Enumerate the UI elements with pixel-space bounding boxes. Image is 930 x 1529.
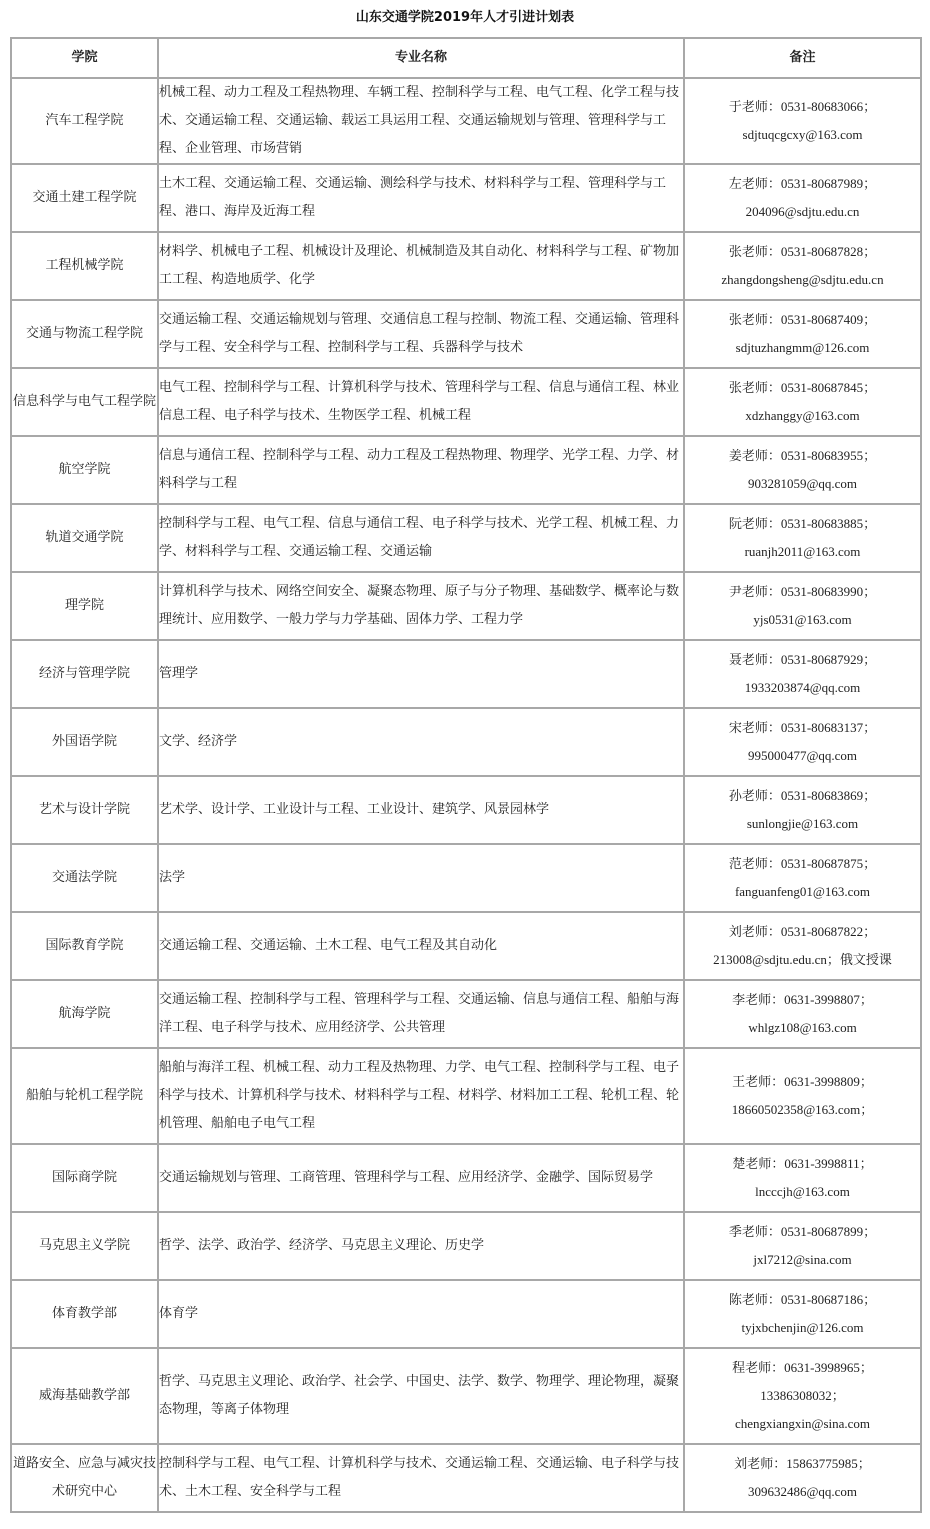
table-row xyxy=(11,572,921,640)
college-cell: 汽车工程学院 xyxy=(11,78,158,164)
contact-phone: 李老师：0631-3998807； xyxy=(732,992,873,1007)
contact-cell xyxy=(684,980,921,1048)
college-cell: 船舶与轮机工程学院 xyxy=(11,1048,158,1144)
table-header-row xyxy=(11,38,921,78)
contact-cell xyxy=(684,708,921,776)
majors-cell: 交通运输工程、控制科学与工程、管理科学与工程、交通运输、信息与通信工程、船舶与海洋工程、电子科学与技术、应用经济学、公共管理 xyxy=(158,980,684,1048)
contact-cell xyxy=(684,78,921,164)
contact-cell xyxy=(684,1212,921,1280)
college-cell: 外国语学院 xyxy=(11,708,158,776)
contact-email: xdzhanggy@163.com xyxy=(745,408,860,423)
table-row xyxy=(11,844,921,912)
college-cell: 威海基础教学部 xyxy=(11,1348,158,1444)
table-body xyxy=(11,78,921,1512)
contact-phone: 程老师：0631-3998965； xyxy=(732,1360,873,1375)
college-cell: 道路安全、应急与减灾技术研究中心 xyxy=(11,1444,158,1512)
majors-cell: 管理学 xyxy=(158,640,684,708)
majors-cell: 交通运输工程、交通运输规划与管理、交通信息工程与控制、物流工程、交通运输、管理科学与工程、安全科学与工程、控制科学与工程、兵器科学与技术 xyxy=(158,300,684,368)
contact-phone: 刘老师：15863775985； xyxy=(734,1456,871,1471)
contact-email: fanguanfeng01@163.com xyxy=(734,884,871,899)
contact-email: 903281059@qq.com xyxy=(747,476,858,491)
contact-phone: 范老师：0531-80687875； xyxy=(728,856,877,871)
contact-email: 995000477@qq.com xyxy=(747,748,858,763)
majors-cell: 船舶与海洋工程、机械工程、动力工程及热物理、力学、电气工程、控制科学与工程、电子科学与技术、计算机科学与技术、材料科学与工程、材料学、材料加工工程、轮机工程、轮机管理、船舶电子电气工程 xyxy=(158,1048,684,1144)
contact-phone: 左老师：0531-80687989； xyxy=(728,176,877,191)
majors-cell: 电气工程、控制科学与工程、计算机科学与技术、管理科学与工程、信息与通信工程、林业信息工程、电子科学与技术、生物医学工程、机械工程 xyxy=(158,368,684,436)
college-cell: 理学院 xyxy=(11,572,158,640)
contact-email: 309632486@qq.com xyxy=(747,1484,858,1499)
majors-cell: 体育学 xyxy=(158,1280,684,1348)
table-row xyxy=(11,368,921,436)
college-cell: 工程机械学院 xyxy=(11,232,158,300)
contact-phone: 张老师：0531-80687845； xyxy=(728,380,877,395)
table-row xyxy=(11,436,921,504)
contact-email: 213008@sdjtu.edu.cn；俄文授课 xyxy=(713,952,892,967)
college-cell: 轨道交通学院 xyxy=(11,504,158,572)
contact-cell xyxy=(684,572,921,640)
contact-email: 13386308032； xyxy=(760,1388,845,1403)
contact-phone: 聂老师：0531-80687929； xyxy=(728,652,877,667)
majors-cell: 交通运输工程、交通运输、土木工程、电气工程及其自动化 xyxy=(158,912,684,980)
college-cell: 航海学院 xyxy=(11,980,158,1048)
contact-email: yjs0531@163.com xyxy=(753,612,852,627)
table-row xyxy=(11,1212,921,1280)
table-row xyxy=(11,640,921,708)
contact-phone: 张老师：0531-80687828； xyxy=(728,244,877,259)
contact-phone: 尹老师：0531-80683990； xyxy=(728,584,877,599)
contact-email: 204096@sdjtu.edu.cn xyxy=(745,204,860,219)
contact-cell xyxy=(684,504,921,572)
contact-email: 18660502358@163.com； xyxy=(731,1102,874,1117)
contact-cell xyxy=(684,776,921,844)
table-row xyxy=(11,232,921,300)
table-row xyxy=(11,78,921,164)
contact-cell xyxy=(684,1348,921,1444)
college-cell: 交通土建工程学院 xyxy=(11,164,158,232)
majors-cell: 哲学、马克思主义理论、政治学、社会学、中国史、法学、数学、物理学、理论物理，凝聚态物理，等离子体物理 xyxy=(158,1348,684,1444)
contact-email: sunlongjie@163.com xyxy=(746,816,859,831)
contact-cell xyxy=(684,1144,921,1212)
contact-phone: 孙老师：0531-80683869； xyxy=(728,788,877,803)
header-majors: 专业名称 xyxy=(158,38,684,78)
table-row xyxy=(11,300,921,368)
contact-email: 1933203874@qq.com xyxy=(744,680,861,695)
majors-cell: 控制科学与工程、电气工程、计算机科学与技术、交通运输工程、交通运输、电子科学与技术、土木工程、安全科学与工程 xyxy=(158,1444,684,1512)
college-cell: 国际商学院 xyxy=(11,1144,158,1212)
contact-cell xyxy=(684,1280,921,1348)
contact-phone: 王老师：0631-3998809； xyxy=(732,1074,873,1089)
contact-phone: 季老师：0531-80687899； xyxy=(728,1224,877,1239)
header-notes: 备注 xyxy=(684,38,921,78)
contact-cell xyxy=(684,1444,921,1512)
contact-phone: 姜老师：0531-80683955； xyxy=(728,448,877,463)
table-row xyxy=(11,912,921,980)
contact-email: zhangdongsheng@sdjtu.edu.cn xyxy=(721,272,884,287)
contact-cell xyxy=(684,912,921,980)
table-row xyxy=(11,1280,921,1348)
contact-email: sdjtuqcgcxy@163.com xyxy=(742,127,863,142)
majors-cell: 法学 xyxy=(158,844,684,912)
contact-email: lncccjh@163.com xyxy=(755,1184,850,1199)
table-row xyxy=(11,980,921,1048)
header-college: 学院 xyxy=(11,38,158,78)
contact-phone: 于老师：0531-80683066； xyxy=(728,99,877,114)
contact-email: jxl7212@sina.com xyxy=(753,1252,852,1267)
majors-cell: 艺术学、设计学、工业设计与工程、工业设计、建筑学、风景园林学 xyxy=(158,776,684,844)
majors-cell: 材料学、机械电子工程、机械设计及理论、机械制造及其自动化、材料科学与工程、矿物加工工程、构造地质学、化学 xyxy=(158,232,684,300)
contact-cell xyxy=(684,232,921,300)
college-cell: 交通法学院 xyxy=(11,844,158,912)
majors-cell: 交通运输规划与管理、工商管理、管理科学与工程、应用经济学、金融学、国际贸易学 xyxy=(158,1144,684,1212)
table-row xyxy=(11,1048,921,1144)
majors-cell: 哲学、法学、政治学、经济学、马克思主义理论、历史学 xyxy=(158,1212,684,1280)
talent-plan-table xyxy=(10,37,922,1513)
college-cell: 马克思主义学院 xyxy=(11,1212,158,1280)
contact-phone: 楚老师：0631-3998811； xyxy=(732,1156,873,1171)
college-cell: 国际教育学院 xyxy=(11,912,158,980)
contact-cell xyxy=(684,1048,921,1144)
contact-email: ruanjh2011@163.com xyxy=(744,544,861,559)
table-row xyxy=(11,164,921,232)
college-cell: 艺术与设计学院 xyxy=(11,776,158,844)
contact-phone: 宋老师：0531-80683137； xyxy=(728,720,877,735)
majors-cell: 计算机科学与技术、网络空间安全、凝聚态物理、原子与分子物理、基础数学、概率论与数理统计、应用数学、一般力学与力学基础、固体力学、工程力学 xyxy=(158,572,684,640)
college-cell: 经济与管理学院 xyxy=(11,640,158,708)
contact-cell xyxy=(684,164,921,232)
contact-cell xyxy=(684,368,921,436)
college-cell: 体育教学部 xyxy=(11,1280,158,1348)
page-title: 山东交通学院2019年人才引进计划表 xyxy=(355,10,575,25)
table-row xyxy=(11,708,921,776)
contact-email: tyjxbchenjin@126.com xyxy=(741,1320,864,1335)
contact-email: sdjtuzhangmm@126.com xyxy=(735,340,870,355)
contact-phone: 阮老师：0531-80683885； xyxy=(728,516,877,531)
contact-cell xyxy=(684,640,921,708)
majors-cell: 文学、经济学 xyxy=(158,708,684,776)
majors-cell: 土木工程、交通运输工程、交通运输、测绘科学与技术、材料科学与工程、管理科学与工程、港口、海岸及近海工程 xyxy=(158,164,684,232)
table-row xyxy=(11,1144,921,1212)
contact-phone: 张老师：0531-80687409； xyxy=(728,312,877,327)
majors-cell: 控制科学与工程、电气工程、信息与通信工程、电子科学与技术、光学工程、机械工程、力学、材料科学与工程、交通运输工程、交通运输 xyxy=(158,504,684,572)
contact-phone: 刘老师：0531-80687822； xyxy=(728,924,877,939)
majors-cell: 信息与通信工程、控制科学与工程、动力工程及工程热物理、物理学、光学工程、力学、材料科学与工程 xyxy=(158,436,684,504)
table-row xyxy=(11,776,921,844)
college-cell: 信息科学与电气工程学院 xyxy=(11,368,158,436)
contact-email: whlgz108@163.com xyxy=(748,1020,857,1035)
contact-cell xyxy=(684,436,921,504)
college-cell: 交通与物流工程学院 xyxy=(11,300,158,368)
table-row xyxy=(11,1444,921,1512)
contact-phone: 陈老师：0531-80687186； xyxy=(728,1292,877,1307)
contact-email: chengxiangxin@sina.com xyxy=(734,1416,871,1431)
table-row xyxy=(11,504,921,572)
contact-cell xyxy=(684,844,921,912)
contact-cell xyxy=(684,300,921,368)
table-row xyxy=(11,1348,921,1444)
college-cell: 航空学院 xyxy=(11,436,158,504)
majors-cell: 机械工程、动力工程及工程热物理、车辆工程、控制科学与工程、电气工程、化学工程与技术、交通运输工程、交通运输、载运工具运用工程、交通运输规划与管理、管理科学与工程、企业管理、市场营销 xyxy=(158,78,684,164)
